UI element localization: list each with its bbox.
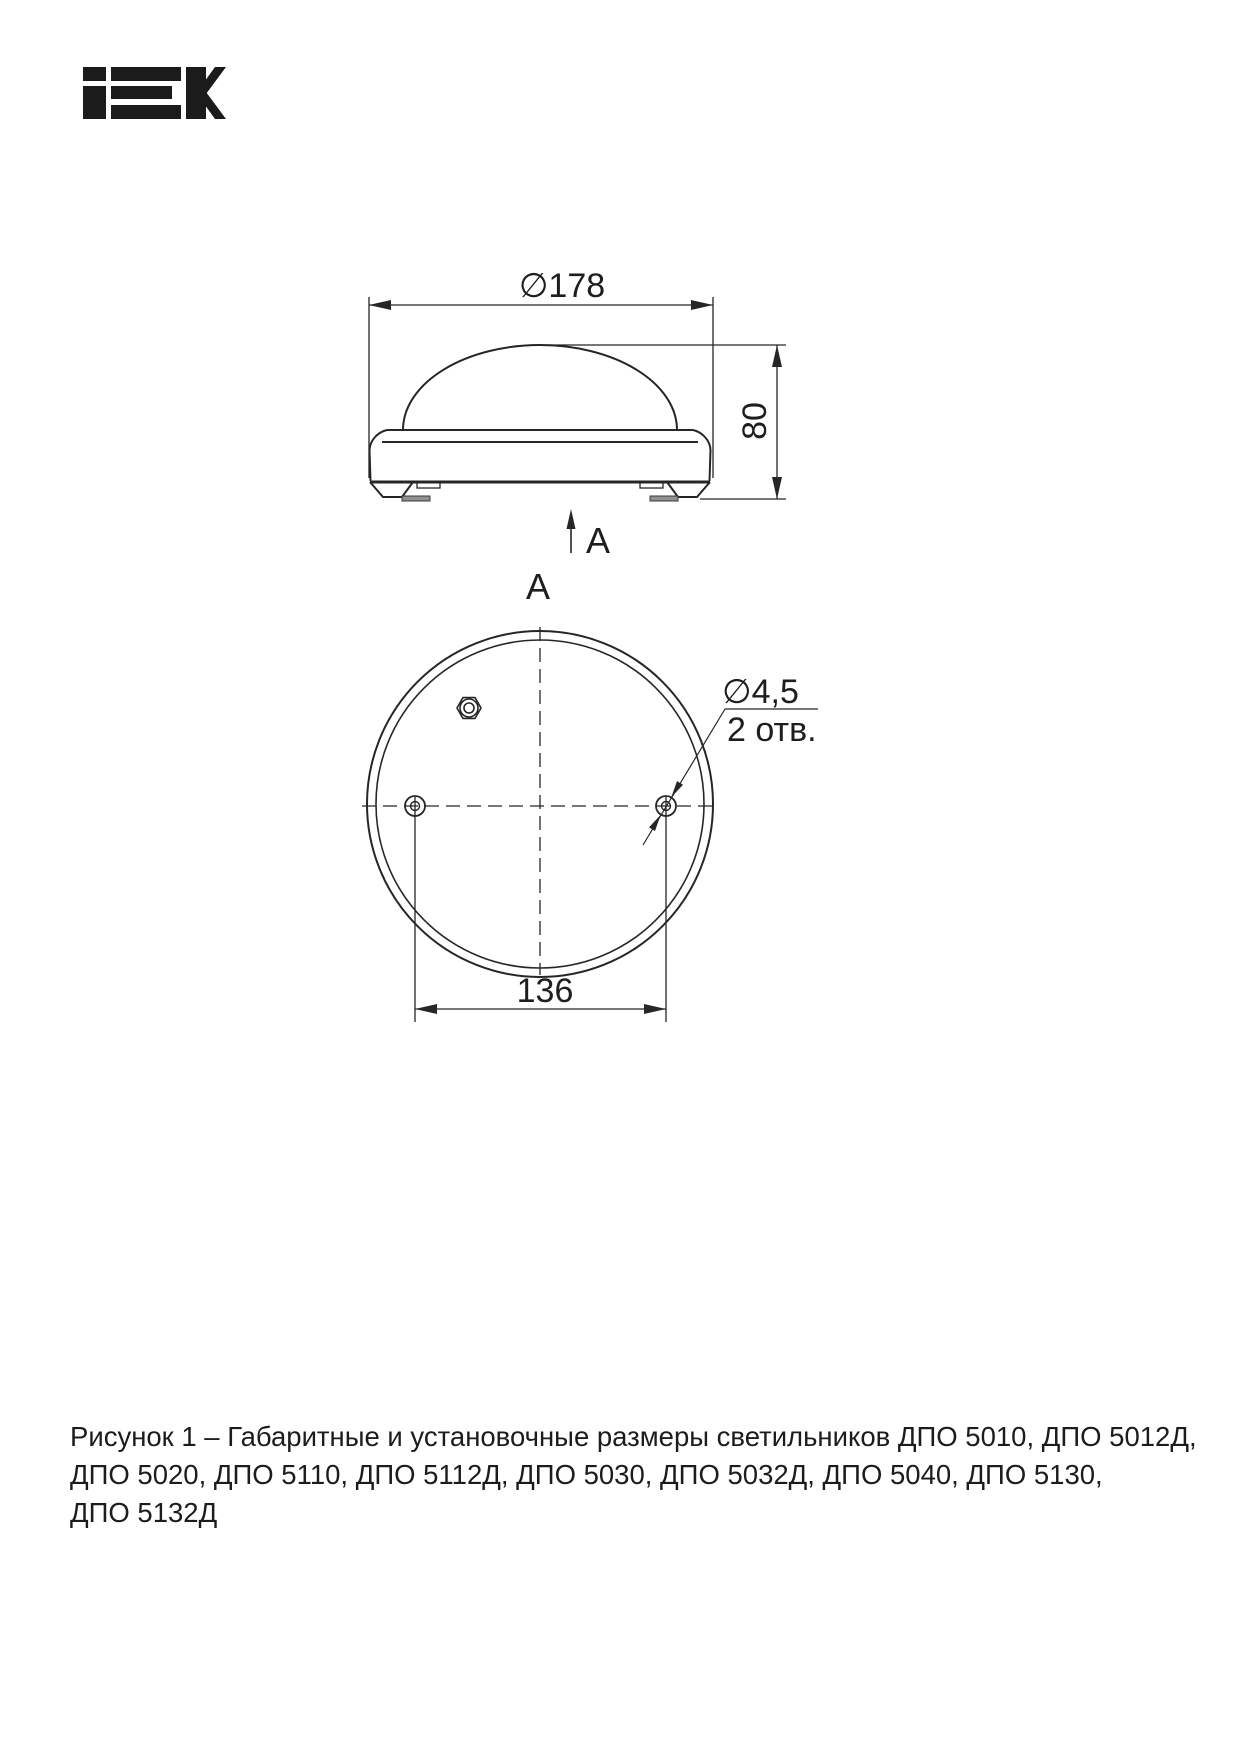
leader-arrowhead-upper (671, 781, 683, 797)
left-foot (370, 482, 413, 497)
caption-line-2: ДПО 5020, ДПО 5110, ДПО 5112Д, ДПО 5030, ДПО 5032Д, ДПО 5040, ДПО 5130, (70, 1459, 1103, 1490)
arrowhead-left (415, 1004, 437, 1014)
left-mount-tab (402, 496, 430, 501)
arrowhead-right (644, 1004, 666, 1014)
cable-entry-nut (457, 698, 481, 719)
lamp-dome-outline (403, 345, 677, 430)
diameter-178-label: ∅178 (518, 267, 606, 305)
right-mount-tab (650, 496, 678, 501)
arrowhead-top (772, 345, 782, 367)
right-foot (667, 482, 710, 497)
nut-outer-circle (460, 699, 478, 717)
hole-spacing-136-label: 136 (516, 972, 574, 1010)
arrowhead-bottom (772, 477, 782, 499)
figure-caption (70, 1418, 1230, 1532)
arrowhead-left (369, 300, 391, 310)
caption-line-1: Рисунок 1 – Габаритные и установочные размеры светильников ДПО 5010, ДПО 5012Д, (70, 1421, 1197, 1452)
nut-inner-circle (464, 703, 474, 713)
hole-diameter-label: ∅4,5 (722, 673, 799, 711)
flange-right-edge (693, 430, 711, 481)
caption-line-3: ДПО 5132Д (70, 1497, 218, 1528)
side-view (370, 345, 711, 501)
section-arrow (567, 509, 576, 553)
flange-left-edge (370, 430, 388, 481)
section-arrow-a-label: A (585, 520, 611, 561)
arrowhead-right (691, 300, 713, 310)
leader-arrowhead-lower (649, 815, 661, 831)
section-arrowhead (567, 509, 576, 529)
hole-count-label: 2 отв. (727, 711, 817, 749)
view-a-label: A (525, 566, 551, 607)
height-80-label: 80 (736, 402, 774, 440)
